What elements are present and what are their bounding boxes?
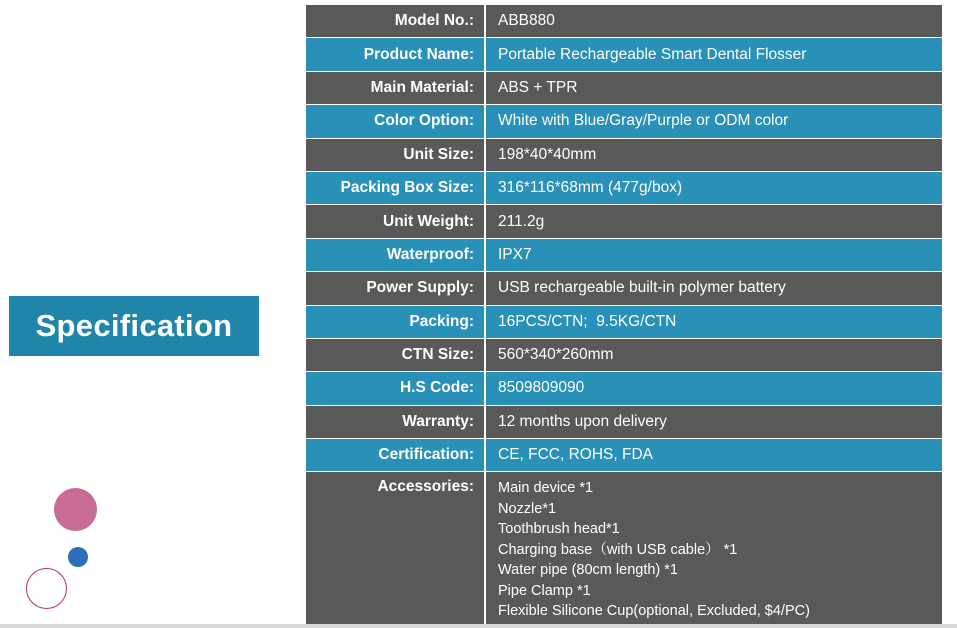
spec-label: Color Option: bbox=[306, 105, 486, 137]
spec-label: Warranty: bbox=[306, 406, 486, 438]
spec-row-ctn-size bbox=[306, 339, 942, 372]
spec-value: Portable Rechargeable Smart Dental Flosser bbox=[498, 45, 807, 63]
decorative-ring-circle bbox=[26, 568, 67, 609]
spec-value: 211.2g bbox=[498, 212, 545, 230]
spec-row-packing bbox=[306, 306, 942, 339]
spec-row-hs-code bbox=[306, 372, 942, 405]
spec-label: Product Name: bbox=[306, 38, 486, 70]
spec-row-warranty bbox=[306, 406, 942, 439]
accessory-item: Flexible Silicone Cup(optional, Excluded, $4/PC) bbox=[498, 602, 810, 619]
spec-value: ABS + TPR bbox=[498, 78, 578, 96]
spec-value: 16PCS/CTN; 9.5KG/CTN bbox=[498, 312, 677, 330]
spec-row-packing-box-size bbox=[306, 172, 942, 205]
spec-row-waterproof bbox=[306, 239, 942, 272]
spec-value: USB rechargeable built-in polymer battery bbox=[498, 279, 786, 297]
spec-label: Power Supply: bbox=[306, 272, 486, 304]
spec-value: 8509809090 bbox=[498, 379, 585, 397]
spec-row-certification bbox=[306, 439, 942, 472]
specification-table bbox=[306, 5, 942, 624]
spec-row-model-no bbox=[306, 5, 942, 38]
specification-badge bbox=[9, 296, 259, 356]
decorative-blue-dot bbox=[68, 547, 88, 567]
spec-row-power-supply bbox=[306, 272, 942, 305]
specification-title: Specification bbox=[35, 308, 233, 343]
spec-value: 316*116*68mm (477g/box) bbox=[498, 179, 683, 197]
spec-label: Certification: bbox=[306, 439, 486, 471]
spec-row-color-option bbox=[306, 105, 942, 138]
spec-label: Main Material: bbox=[306, 72, 486, 104]
accessory-item: Toothbrush head*1 bbox=[498, 521, 620, 538]
spec-label: Accessories: bbox=[306, 472, 486, 624]
spec-label: Packing Box Size: bbox=[306, 172, 486, 204]
spec-label: Unit Weight: bbox=[306, 205, 486, 237]
spec-label: Unit Size: bbox=[306, 139, 486, 171]
spec-value: White with Blue/Gray/Purple or ODM color bbox=[498, 112, 789, 130]
accessory-item: Pipe Clamp *1 bbox=[498, 582, 591, 599]
spec-row-unit-size bbox=[306, 139, 942, 172]
spec-value: IPX7 bbox=[498, 245, 532, 263]
spec-row-main-material bbox=[306, 72, 942, 105]
spec-row-unit-weight bbox=[306, 205, 942, 238]
accessory-item: Water pipe (80cm length) *1 bbox=[498, 562, 678, 579]
accessory-item: Main device *1 bbox=[498, 480, 594, 497]
spec-row-product-name bbox=[306, 38, 942, 71]
spec-value: CE, FCC, ROHS, FDA bbox=[498, 446, 654, 464]
spec-label: Model No.: bbox=[306, 5, 486, 37]
spec-label: CTN Size: bbox=[306, 339, 486, 371]
spec-value: 560*340*260mm bbox=[498, 346, 614, 364]
spec-row-accessories bbox=[306, 472, 942, 624]
spec-value: 198*40*40mm bbox=[498, 145, 597, 163]
accessory-item: Nozzle*1 bbox=[498, 500, 557, 517]
accessory-item: Charging base（with USB cable） *1 bbox=[498, 541, 738, 558]
bottom-divider bbox=[0, 624, 957, 628]
spec-label: Packing: bbox=[306, 306, 486, 338]
accessories-list bbox=[486, 472, 942, 624]
decorative-pink-circle bbox=[54, 488, 97, 531]
spec-label: Waterproof: bbox=[306, 239, 486, 271]
spec-label: H.S Code: bbox=[306, 372, 486, 404]
spec-value: 12 months upon delivery bbox=[498, 412, 667, 430]
spec-value: ABB880 bbox=[498, 12, 555, 30]
